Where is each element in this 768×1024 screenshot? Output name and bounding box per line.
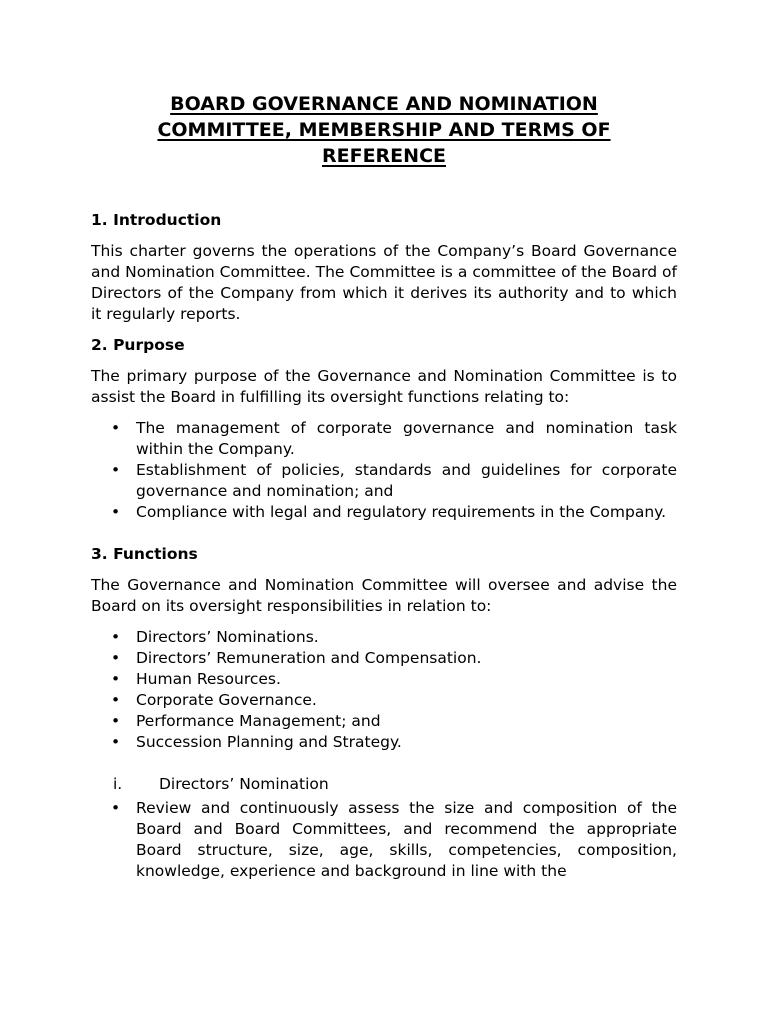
functions-list — [91, 627, 677, 753]
functions-list-item: • Directors’ Remuneration and Compensation. — [91, 648, 677, 669]
introduction-paragraph: This charter governs the operations of the Company’s Board Governance and Nomination Committee. The Committee is a committee of the Board of Directors of the Company from which it derives its authority and to which it regularly reports. — [91, 242, 677, 323]
functions-list-item: • Performance Management; and — [91, 711, 677, 732]
functions-list-item: • Corporate Governance. — [91, 690, 677, 711]
purpose-list-item: • Compliance with legal and regulatory requirements in the Company. — [91, 502, 677, 523]
functions-list-item: • Succession Planning and Strategy. — [91, 732, 677, 753]
purpose-list-item: • The management of corporate governance and nomination task within the Company. — [91, 418, 677, 460]
subsection-number: i. — [113, 775, 123, 793]
title-line-1: BOARD GOVERNANCE AND NOMINATION — [170, 93, 598, 115]
title-line-3: REFERENCE — [321, 145, 446, 167]
directors-nomination-list-item: • Review and continuously assess the size and composition of the Board and Board Committees, and recommend the appropriate Board structure, size, age, skills, competencies, composition, knowledge, experience and background in line with the — [91, 798, 677, 882]
subsection-title: Directors’ Nomination — [159, 775, 329, 793]
functions-list-item: • Directors’ Nominations. — [91, 627, 677, 648]
document-title — [91, 91, 677, 169]
subsection-heading-directors-nomination — [91, 774, 677, 795]
title-line-2: COMMITTEE, MEMBERSHIP AND TERMS OF — [157, 119, 611, 141]
section-heading-introduction: 1. Introduction — [91, 211, 222, 229]
purpose-list-item: • Establishment of policies, standards and guidelines for corporate governance and nomination; and — [91, 460, 677, 502]
purpose-paragraph: The primary purpose of the Governance and Nomination Committee is to assist the Board in fulfilling its oversight functions relating to: — [91, 367, 677, 406]
functions-list-item: • Human Resources. — [91, 669, 677, 690]
section-heading-purpose: 2. Purpose — [91, 336, 185, 354]
directors-nomination-list — [91, 798, 677, 882]
purpose-list — [91, 418, 677, 523]
section-heading-functions: 3. Functions — [91, 545, 198, 563]
functions-paragraph: The Governance and Nomination Committee will oversee and advise the Board on its oversight responsibilities in relation to: — [91, 576, 677, 615]
